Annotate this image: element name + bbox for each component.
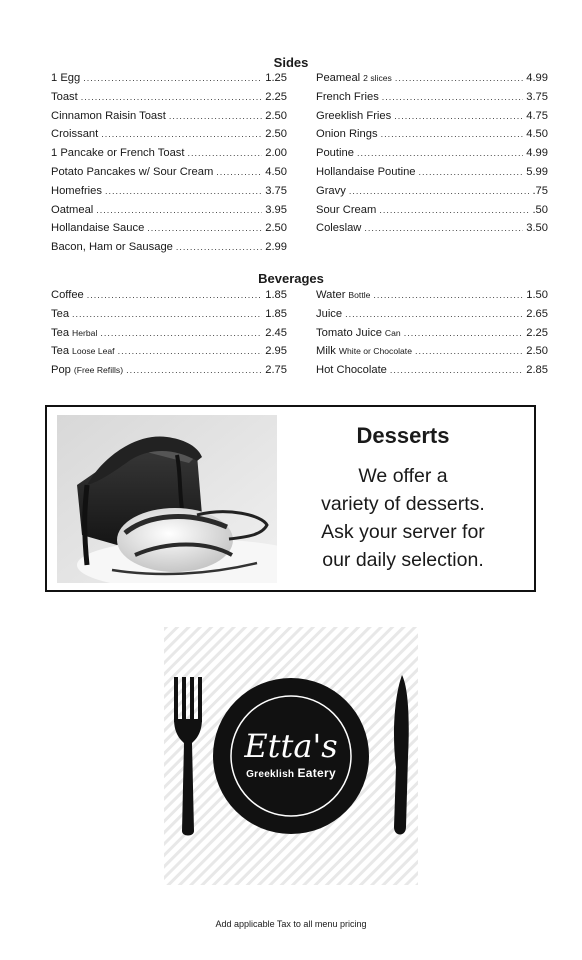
menu-item-name: Hollandaise Sauce: [51, 222, 145, 235]
menu-item: [51, 147, 287, 166]
beverages-title: Beverages: [258, 271, 324, 286]
beverages-left-column: [51, 289, 287, 383]
menu-item-price: 2.50: [265, 128, 287, 141]
menu-item-name: Onion Rings: [316, 128, 378, 141]
menu-item-name: Coffee: [51, 289, 84, 301]
menu-item-name: Hot Chocolate: [316, 364, 387, 377]
menu-item-price: 4.99: [526, 147, 548, 160]
menu-item-name: Potato Pancakes w/ Sour Cream: [51, 165, 214, 178]
menu-item-name: Tomato Juice: [316, 326, 382, 339]
leader-dots: [419, 167, 524, 177]
leader-dots: [349, 186, 530, 196]
sides-left-column: [51, 72, 287, 260]
menu-item-name: Poutine: [316, 147, 354, 160]
menu-item: [316, 327, 548, 346]
leader-dots: [147, 223, 262, 233]
desserts-box: [45, 405, 536, 592]
leader-dots: [188, 148, 263, 158]
menu-item-name: Greeklish Fries: [316, 109, 392, 122]
desserts-line: We offer a: [358, 465, 448, 487]
menu-item: [51, 91, 287, 110]
leader-dots: [72, 309, 262, 319]
logo-tagline-left: Greeklish: [246, 769, 295, 780]
menu-item: [316, 147, 548, 166]
leader-dots: [364, 223, 523, 233]
logo-tagline: [164, 766, 418, 780]
desserts-line: our daily selection.: [322, 549, 484, 571]
leader-dots: [216, 167, 262, 177]
menu-item: [316, 308, 548, 327]
menu-item-name: Milk: [316, 345, 336, 358]
menu-item-note: White or Chocolate: [338, 346, 412, 357]
menu-item-price: 5.99: [526, 165, 548, 178]
menu-item-price: 2.75: [265, 364, 287, 377]
menu-item-price: 2.50: [265, 222, 287, 235]
menu-item-price: 4.75: [526, 109, 548, 122]
menu-item-name: Homefries: [51, 184, 102, 197]
desserts-line: Ask your server for: [321, 521, 485, 543]
desserts-title: Desserts: [356, 423, 450, 448]
leader-dots: [373, 290, 523, 300]
menu-item-name: Toast: [51, 90, 78, 103]
menu-item: [51, 204, 287, 223]
menu-item: [316, 91, 548, 110]
menu-item-name: Oatmeal: [51, 203, 94, 216]
menu-item-name: 1 Pancake or French Toast: [51, 147, 185, 160]
leader-dots: [381, 129, 524, 139]
leader-dots: [379, 205, 529, 215]
menu-item-name: Tea: [51, 345, 70, 358]
dessert-photo: [57, 415, 277, 583]
menu-item: [51, 289, 287, 308]
menu-item-name: 1 Egg: [51, 72, 81, 84]
menu-item: [51, 364, 287, 383]
menu-item-name: Pop: [51, 364, 71, 377]
menu-item: [316, 222, 548, 241]
leader-dots: [118, 346, 263, 356]
leader-dots: [176, 242, 262, 252]
menu-item: [316, 166, 548, 185]
menu-item-name: Juice: [316, 307, 343, 320]
menu-item: [51, 166, 287, 185]
menu-item-price: 2.00: [265, 147, 287, 160]
leader-dots: [101, 129, 262, 139]
leader-dots: [100, 328, 262, 338]
menu-item: [51, 110, 287, 129]
menu-item-name: Hollandaise Poutine: [316, 165, 416, 178]
menu-item: [316, 128, 548, 147]
menu-item-name: Bacon, Ham or Sausage: [51, 241, 173, 254]
menu-item: [51, 72, 287, 91]
menu-item: [316, 110, 548, 129]
menu-item-price: 2.45: [265, 326, 287, 339]
menu-item-price: 2.99: [265, 241, 287, 254]
menu-item-price: 2.65: [526, 307, 548, 320]
menu-item-price: 4.50: [526, 128, 548, 141]
menu-item-name: Gravy: [316, 184, 346, 197]
menu-item-name: Tea: [51, 326, 70, 339]
menu-item-note: 2 slices: [363, 73, 392, 83]
menu-item-note: (Free Refills): [73, 365, 124, 376]
leader-dots: [415, 346, 523, 356]
menu-item: [51, 345, 287, 364]
desserts-description: [297, 462, 509, 574]
menu-item: [316, 72, 548, 91]
menu-item-name: Peameal: [316, 72, 361, 84]
menu-item-name: Water: [316, 289, 346, 301]
leader-dots: [404, 328, 524, 338]
sides-title: Sides: [273, 55, 309, 70]
menu-item: [316, 345, 548, 364]
menu-item-price: .75: [532, 184, 548, 197]
menu-item: [316, 289, 548, 308]
menu-item-price: 1.85: [265, 307, 287, 320]
logo-tagline-right: Eatery: [297, 766, 336, 780]
leader-dots: [83, 73, 262, 83]
menu-item-price: 1.50: [526, 289, 548, 301]
menu-item-price: 3.75: [265, 184, 287, 197]
menu-item-price: 2.50: [265, 109, 287, 122]
leader-dots: [395, 73, 523, 83]
menu-item: [51, 185, 287, 204]
logo-name: Etta's: [244, 727, 338, 765]
leader-dots: [357, 148, 523, 158]
menu-item: [51, 241, 287, 260]
leader-dots: [394, 111, 523, 121]
menu-item-price: 2.50: [526, 345, 548, 358]
menu-item-price: 4.99: [526, 72, 548, 84]
menu-item-price: 1.25: [265, 72, 287, 84]
menu-item-price: 2.25: [526, 326, 548, 339]
leader-dots: [87, 290, 262, 300]
tax-note: Add applicable Tax to all menu pricing: [215, 919, 367, 929]
leader-dots: [382, 92, 523, 102]
menu-item-price: 3.75: [526, 90, 548, 103]
leader-dots: [390, 365, 523, 375]
menu-item-note: Loose Leaf: [72, 346, 115, 357]
leader-dots: [105, 186, 262, 196]
menu-item: [51, 222, 287, 241]
menu-item-price: 2.85: [526, 364, 548, 377]
menu-item-price: 2.25: [265, 90, 287, 103]
menu-item: [51, 327, 287, 346]
menu-item-name: Sour Cream: [316, 203, 377, 216]
menu-item-name: French Fries: [316, 90, 379, 103]
menu-item-price: .50: [532, 203, 548, 216]
menu-item-note: Herbal: [72, 327, 98, 338]
menu-item-price: 4.50: [265, 165, 287, 178]
menu-item-price: 3.95: [265, 203, 287, 216]
sides-right-column: [316, 72, 548, 241]
menu-item-name: Tea: [51, 307, 70, 320]
leader-dots: [126, 365, 262, 375]
leader-dots: [169, 111, 262, 121]
menu-item-price: 1.85: [265, 289, 287, 301]
menu-item-name: Coleslaw: [316, 222, 362, 235]
menu-item: [51, 128, 287, 147]
menu-item-name: Cinnamon Raisin Toast: [51, 109, 166, 122]
menu-item-name: Croissant: [51, 128, 99, 141]
desserts-line: variety of desserts.: [321, 493, 485, 515]
menu-item: [316, 204, 548, 223]
leader-dots: [96, 205, 262, 215]
leader-dots: [81, 92, 262, 102]
menu-item: [316, 364, 548, 383]
menu-item-note: Can: [384, 327, 401, 338]
menu-item-price: 3.50: [526, 222, 548, 235]
menu-item-price: 2.95: [265, 345, 287, 358]
menu-item: [51, 308, 287, 327]
beverages-right-column: [316, 289, 548, 383]
menu-item: [316, 185, 548, 204]
leader-dots: [345, 309, 523, 319]
menu-item-note: Bottle: [348, 290, 371, 300]
